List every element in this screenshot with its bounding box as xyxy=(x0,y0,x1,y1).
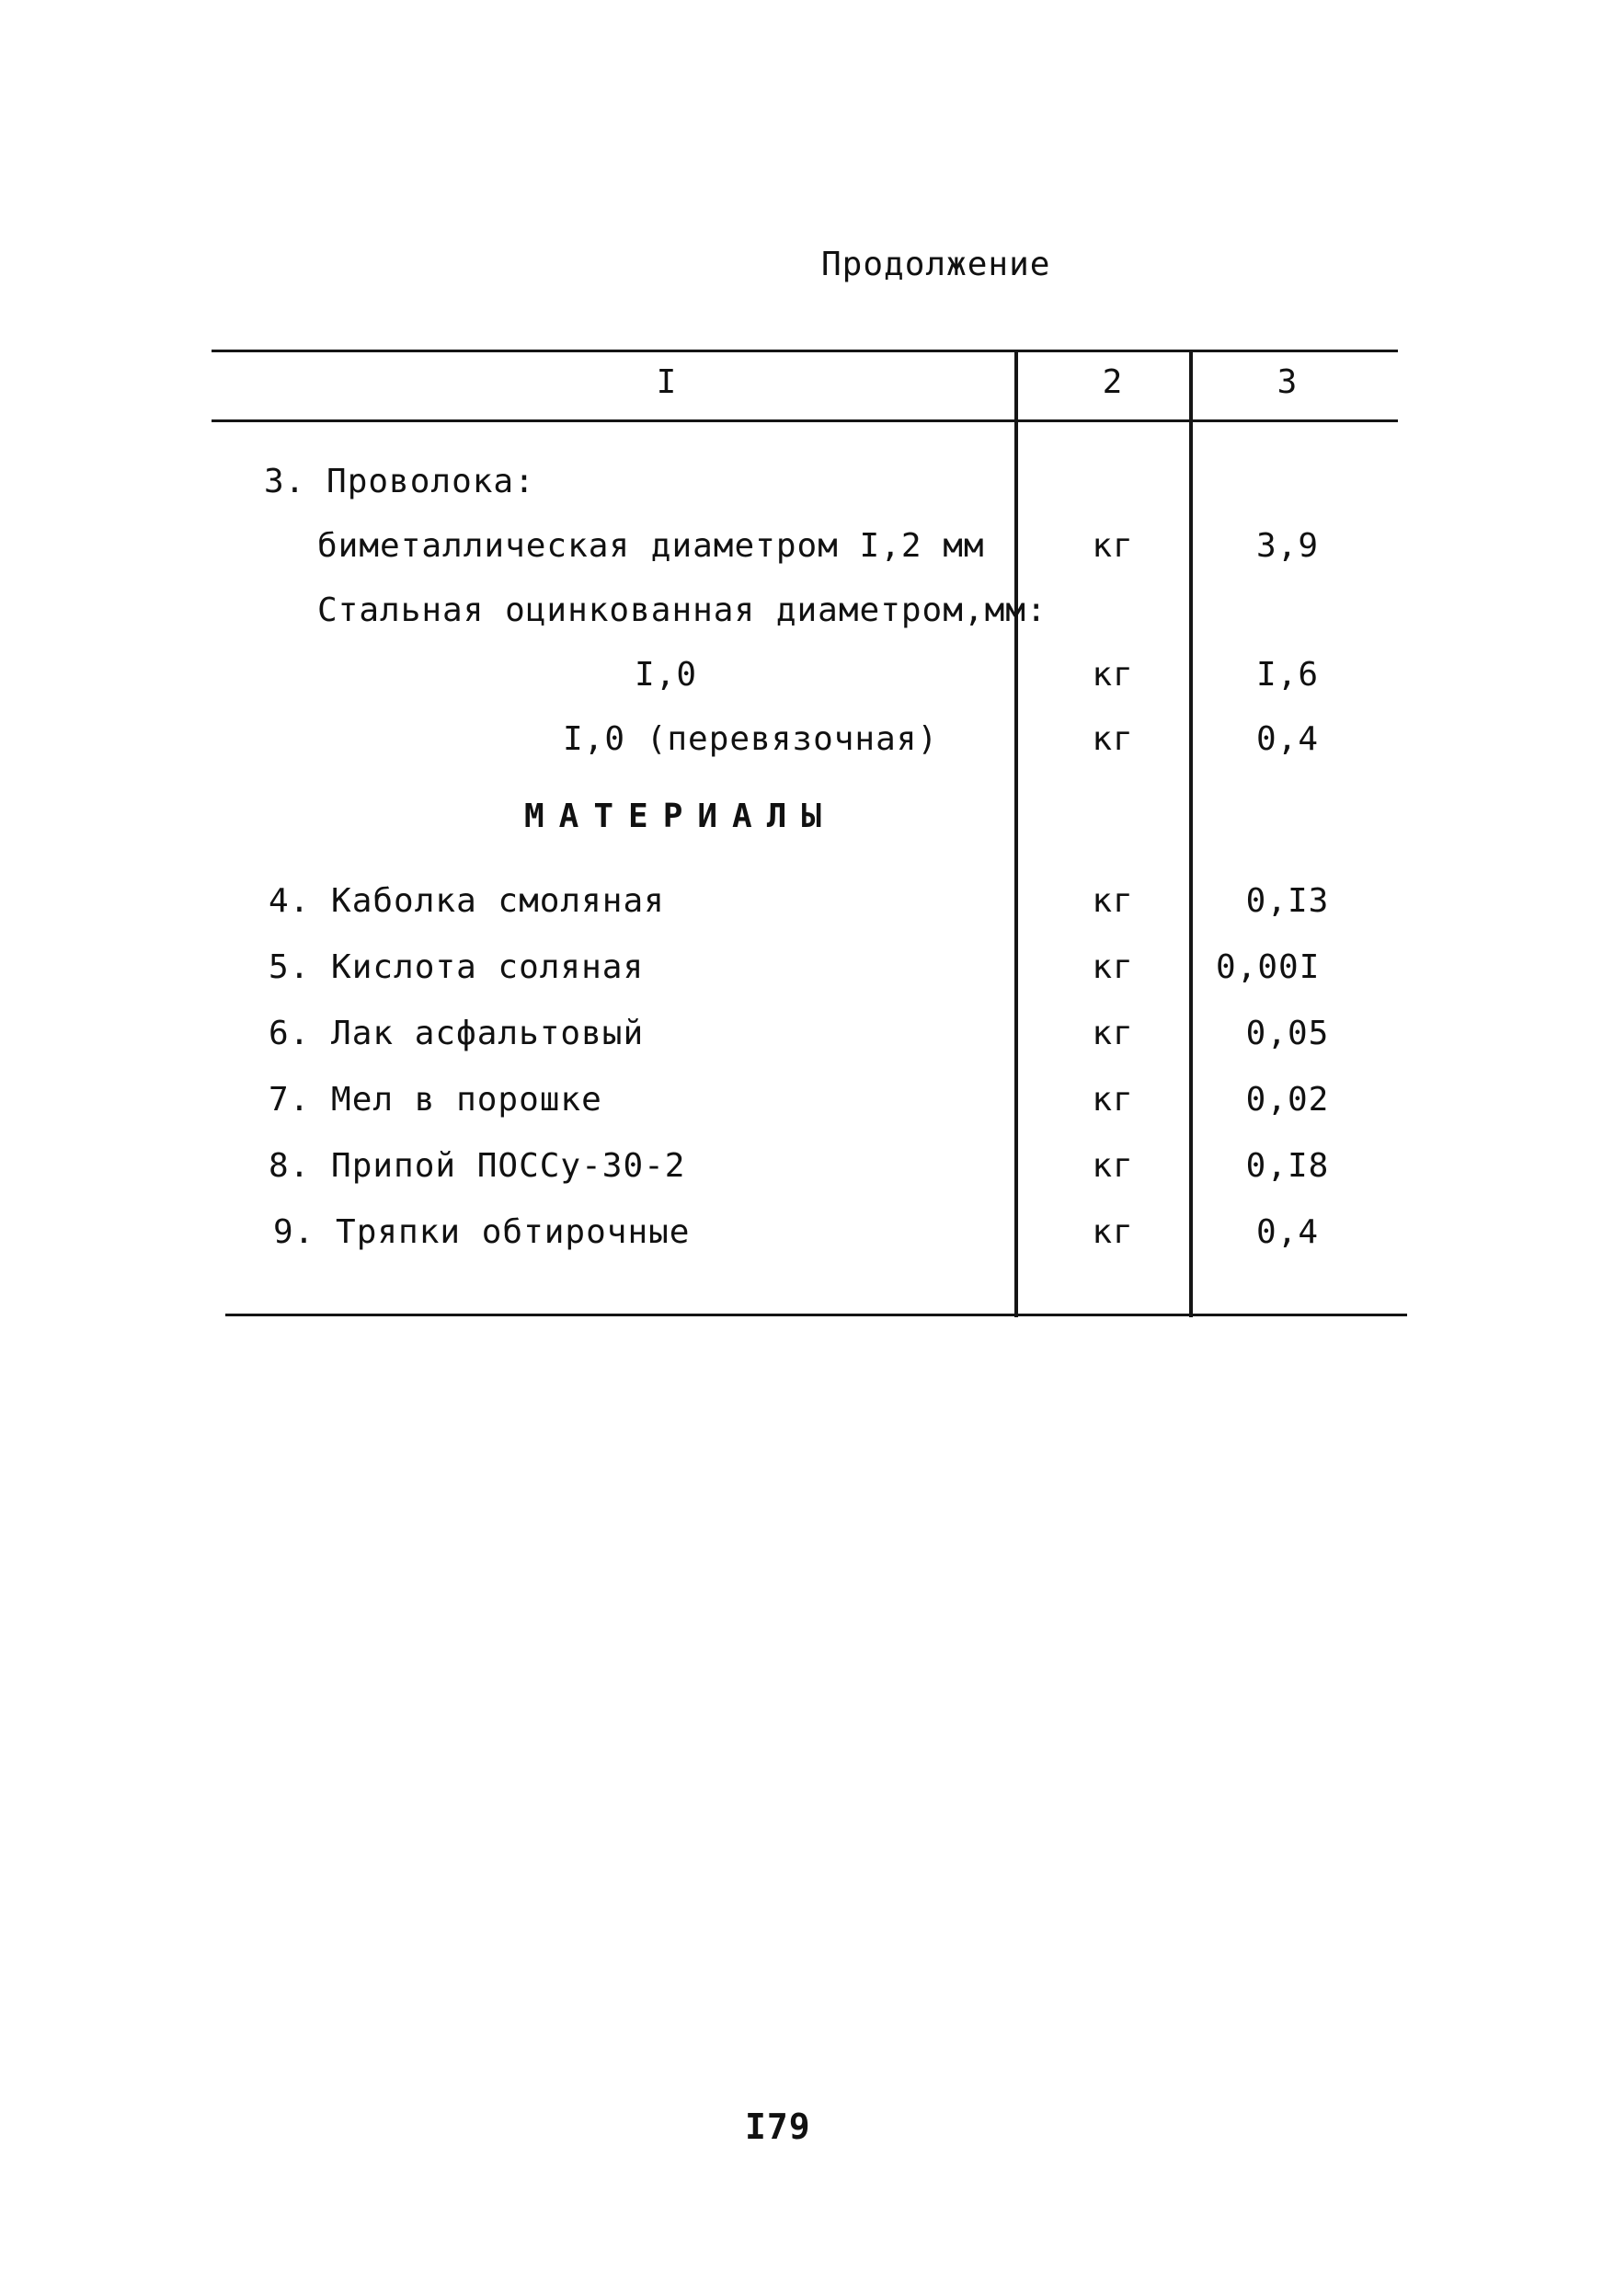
row-name: биметаллическая диаметром I,2 мм xyxy=(317,527,985,565)
row-name: 6. Лак асфальтовый xyxy=(269,1015,645,1052)
row-unit: кг xyxy=(1092,720,1134,758)
row-value: I,6 xyxy=(1255,656,1320,694)
section-title-wire: 3. Проволока: xyxy=(264,463,535,500)
page-number: I79 xyxy=(745,2107,811,2147)
row-value: 0,02 xyxy=(1245,1081,1330,1119)
row-name: 9. Тряпки обтирочные xyxy=(273,1213,691,1251)
row-unit: кг xyxy=(1092,656,1134,694)
row-value: 0,00I xyxy=(1216,948,1321,986)
column-header-2: 2 xyxy=(1102,363,1124,401)
row-name: 5. Кислота соляная xyxy=(269,948,645,986)
row-name: I,0 xyxy=(635,656,698,694)
row-value: 0,I3 xyxy=(1245,882,1330,920)
table-top-rule xyxy=(212,350,1398,352)
column-divider-2 xyxy=(1189,350,1193,1317)
row-name: 4. Каболка смоляная xyxy=(269,882,665,920)
row-unit: кг xyxy=(1092,1147,1134,1185)
row-value: 0,I8 xyxy=(1245,1147,1330,1185)
row-unit: кг xyxy=(1092,1081,1134,1119)
row-name: 7. Мел в порошке xyxy=(269,1081,602,1119)
row-unit: кг xyxy=(1092,1213,1134,1251)
header-bottom-rule xyxy=(212,419,1398,422)
row-value: 0,05 xyxy=(1245,1015,1330,1052)
row-name: I,0 (перевязочная) xyxy=(563,720,939,758)
row-name: Стальная оцинкованная диаметром,мм: xyxy=(317,591,1048,629)
table-bottom-rule xyxy=(225,1314,1407,1316)
row-value: 0,4 xyxy=(1255,1213,1320,1251)
row-unit: кг xyxy=(1092,882,1134,920)
row-unit: кг xyxy=(1092,1015,1134,1052)
column-divider-1 xyxy=(1014,350,1018,1317)
row-value: 3,9 xyxy=(1255,527,1320,565)
continuation-label: Продолжение xyxy=(821,246,1051,283)
row-unit: кг xyxy=(1092,527,1134,565)
column-header-1: I xyxy=(656,363,678,401)
materials-heading: МАТЕРИАЛЫ xyxy=(524,798,837,835)
row-unit: кг xyxy=(1092,948,1134,986)
row-value: 0,4 xyxy=(1255,720,1320,758)
row-name: 8. Припой ПОССу-30-2 xyxy=(269,1147,686,1185)
column-header-3: 3 xyxy=(1277,363,1299,401)
